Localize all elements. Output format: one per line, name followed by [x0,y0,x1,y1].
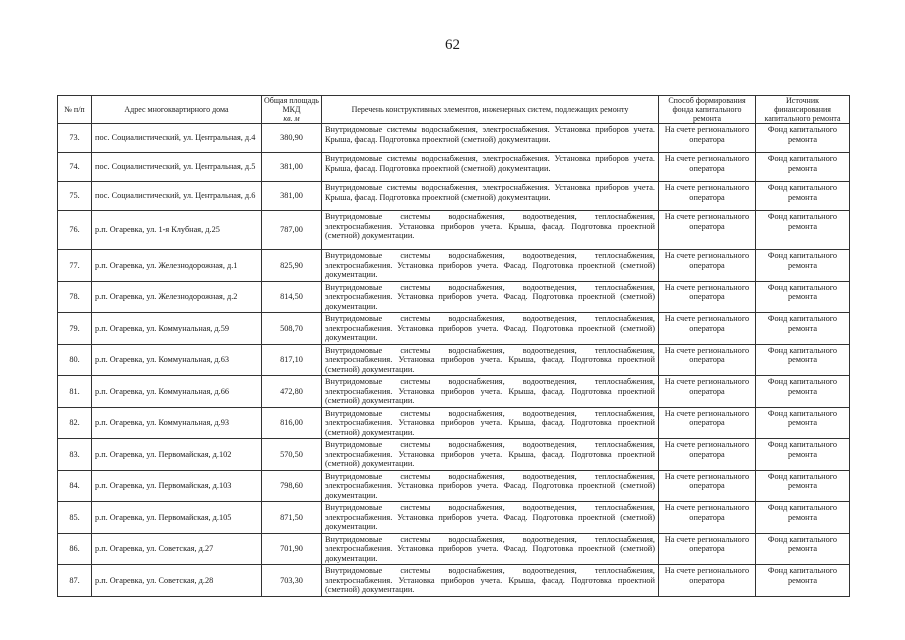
row-address: р.п. Огаревка, ул. Первомайская, д.102 [92,439,262,471]
row-works: Внутридомовые системы водоснабжения, водоотведения, теплоснабжения, электроснабжения. Установка приборов учета. Крыша, фасад. Подготовка проектной (сметной) документации. [322,565,659,597]
row-area: 787,00 [262,211,322,250]
row-finance-source: Фонд капитального ремонта [756,470,850,502]
header-num: № п/п [58,96,92,124]
table-row [58,211,850,250]
header-address: Адрес многоквартирного дома [92,96,262,124]
row-address: р.п. Огаревка, ул. Первомайская, д.105 [92,502,262,534]
row-finance-source: Фонд капитального ремонта [756,376,850,408]
row-finance-source: Фонд капитального ремонта [756,182,850,211]
row-area: 825,90 [262,250,322,282]
row-finance-source: Фонд капитального ремонта [756,211,850,250]
row-works: Внутридомовые системы водоснабжения, водоотведения, теплоснабжения, электроснабжения. Установка приборов учета. Крыша, фасад. Подготовка проектной (сметной) документации. [322,407,659,439]
row-works: Внутридомовые системы водоснабжения, водоотведения, теплоснабжения, электроснабжения. Установка приборов учета. Фасад. Подготовка проектной (сметной) документации. [322,250,659,282]
row-fund-method: На счете регионального оператора [659,124,756,153]
table-row [58,344,850,376]
header-works: Перечень конструктивных элементов, инженерных систем, подлежащих ремонту [322,96,659,124]
row-address: р.п. Огаревка, ул. Коммунальная, д.59 [92,313,262,345]
header-area-label: Общая площадь МКД [264,96,319,114]
row-works: Внутридомовые системы водоснабжения, водоотведения, теплоснабжения, электроснабжения. Установка приборов учета. Крыша, фасад. Подготовка проектной (сметной) документации. [322,344,659,376]
row-fund-method: На счете регионального оператора [659,439,756,471]
row-finance-source: Фонд капитального ремонта [756,313,850,345]
row-address: р.п. Огаревка, ул. Советская, д.27 [92,533,262,565]
header-area-unit: кв. м [283,114,300,123]
row-address: р.п. Огаревка, ул. Железнодорожная, д.2 [92,281,262,313]
row-number: 80. [58,344,92,376]
row-works: Внутридомовые системы водоснабжения, электроснабжения. Установка приборов учета. Крыша, фасад. Подготовка проектной (сметной) документации. [322,182,659,211]
table-row [58,533,850,565]
row-number: 85. [58,502,92,534]
row-works: Внутридомовые системы водоснабжения, электроснабжения. Установка приборов учета. Крыша, фасад. Подготовка проектной (сметной) документации. [322,153,659,182]
table-row [58,153,850,182]
row-fund-method: На счете регионального оператора [659,565,756,597]
table-row [58,182,850,211]
row-finance-source: Фонд капитального ремонта [756,502,850,534]
row-works: Внутридомовые системы водоснабжения, электроснабжения. Установка приборов учета. Крыша, фасад. Подготовка проектной (сметной) документации. [322,124,659,153]
row-area: 472,80 [262,376,322,408]
row-finance-source: Фонд капитального ремонта [756,153,850,182]
row-number: 76. [58,211,92,250]
table-row [58,439,850,471]
row-fund-method: На счете регионального оператора [659,470,756,502]
row-finance-source: Фонд капитального ремонта [756,407,850,439]
row-number: 77. [58,250,92,282]
row-finance-source: Фонд капитального ремонта [756,344,850,376]
row-finance-source: Фонд капитального ремонта [756,565,850,597]
row-area: 817,10 [262,344,322,376]
row-address: пос. Социалистический, ул. Центральная, д.4 [92,124,262,153]
row-number: 82. [58,407,92,439]
row-fund-method: На счете регионального оператора [659,182,756,211]
row-fund-method: На счете регионального оператора [659,407,756,439]
row-number: 75. [58,182,92,211]
row-address: р.п. Огаревка, ул. Советская, д.28 [92,565,262,597]
row-address: р.п. Огаревка, ул. Первомайская, д.103 [92,470,262,502]
table-row [58,502,850,534]
table-row [58,565,850,597]
row-fund-method: На счете регионального оператора [659,376,756,408]
table-row [58,281,850,313]
row-number: 83. [58,439,92,471]
row-number: 87. [58,565,92,597]
table-row [58,376,850,408]
row-works: Внутридомовые системы водоснабжения, водоотведения, теплоснабжения, электроснабжения. Установка приборов учета. Фасад. Подготовка проектной (сметной) документации. [322,502,659,534]
table-row [58,470,850,502]
table-row [58,407,850,439]
row-area: 381,00 [262,182,322,211]
table-row [58,313,850,345]
row-works: Внутридомовые системы водоснабжения, водоотведения, теплоснабжения, электроснабжения. Установка приборов учета. Фасад. Подготовка проектной (сметной) документации. [322,533,659,565]
row-area: 508,70 [262,313,322,345]
row-address: р.п. Огаревка, ул. Коммунальная, д.63 [92,344,262,376]
row-works: Внутридомовые системы водоснабжения, водоотведения, теплоснабжения, электроснабжения. Установка приборов учета. Крыша, фасад. Подготовка проектной (сметной) документации. [322,376,659,408]
row-area: 703,30 [262,565,322,597]
row-address: р.п. Огаревка, ул. Железнодорожная, д.1 [92,250,262,282]
table-header-row [58,96,850,124]
row-number: 79. [58,313,92,345]
row-address: р.п. Огаревка, ул. Коммунальная, д.93 [92,407,262,439]
row-fund-method: На счете регионального оператора [659,153,756,182]
row-number: 84. [58,470,92,502]
row-works: Внутридомовые системы водоснабжения, водоотведения, теплоснабжения, электроснабжения. Установка приборов учета. Фасад. Подготовка проектной (сметной) документации. [322,313,659,345]
row-finance-source: Фонд капитального ремонта [756,250,850,282]
row-finance-source: Фонд капитального ремонта [756,439,850,471]
row-finance-source: Фонд капитального ремонта [756,281,850,313]
row-area: 381,00 [262,153,322,182]
table-row [58,124,850,153]
row-fund-method: На счете регионального оператора [659,502,756,534]
page-number: 62 [445,37,460,53]
row-finance-source: Фонд капитального ремонта [756,533,850,565]
row-fund-method: На счете регионального оператора [659,344,756,376]
row-area: 816,00 [262,407,322,439]
row-area: 701,90 [262,533,322,565]
row-fund-method: На счете регионального оператора [659,533,756,565]
table-row [58,250,850,282]
row-number: 73. [58,124,92,153]
header-source: Источник финансирования капитального ремонта [756,96,850,124]
row-number: 86. [58,533,92,565]
row-works: Внутридомовые системы водоснабжения, водоотведения, теплоснабжения, электроснабжения. Установка приборов учета. Крыша, фасад. Подготовка проектной (сметной) документации. [322,211,659,250]
row-fund-method: На счете регионального оператора [659,281,756,313]
header-area [262,96,322,124]
row-works: Внутридомовые системы водоснабжения, водоотведения, теплоснабжения, электроснабжения. Установка приборов учета. Фасад. Подготовка проектной (сметной) документации. [322,470,659,502]
row-area: 814,50 [262,281,322,313]
row-finance-source: Фонд капитального ремонта [756,124,850,153]
row-area: 798,60 [262,470,322,502]
row-area: 380,90 [262,124,322,153]
table-body [58,124,850,597]
header-method: Способ формирования фонда капитального ремонта [659,96,756,124]
row-address: пос. Социалистический, ул. Центральная, д.6 [92,182,262,211]
row-number: 74. [58,153,92,182]
row-fund-method: На счете регионального оператора [659,250,756,282]
row-works: Внутридомовые системы водоснабжения, водоотведения, теплоснабжения, электроснабжения. Установка приборов учета. Фасад. Подготовка проектной (сметной) документации. [322,281,659,313]
row-number: 81. [58,376,92,408]
row-address: пос. Социалистический, ул. Центральная, д.5 [92,153,262,182]
row-works: Внутридомовые системы водоснабжения, водоотведения, теплоснабжения, электроснабжения. Установка приборов учета. Крыша, фасад. Подготовка проектной (сметной) документации. [322,439,659,471]
row-fund-method: На счете регионального оператора [659,313,756,345]
row-area: 871,50 [262,502,322,534]
row-address: р.п. Огаревка, ул. Коммунальная, д.66 [92,376,262,408]
row-fund-method: На счете регионального оператора [659,211,756,250]
capital-repair-table [57,95,850,597]
row-area: 570,50 [262,439,322,471]
row-number: 78. [58,281,92,313]
row-address: р.п. Огаревка, ул. 1-я Клубная, д.25 [92,211,262,250]
